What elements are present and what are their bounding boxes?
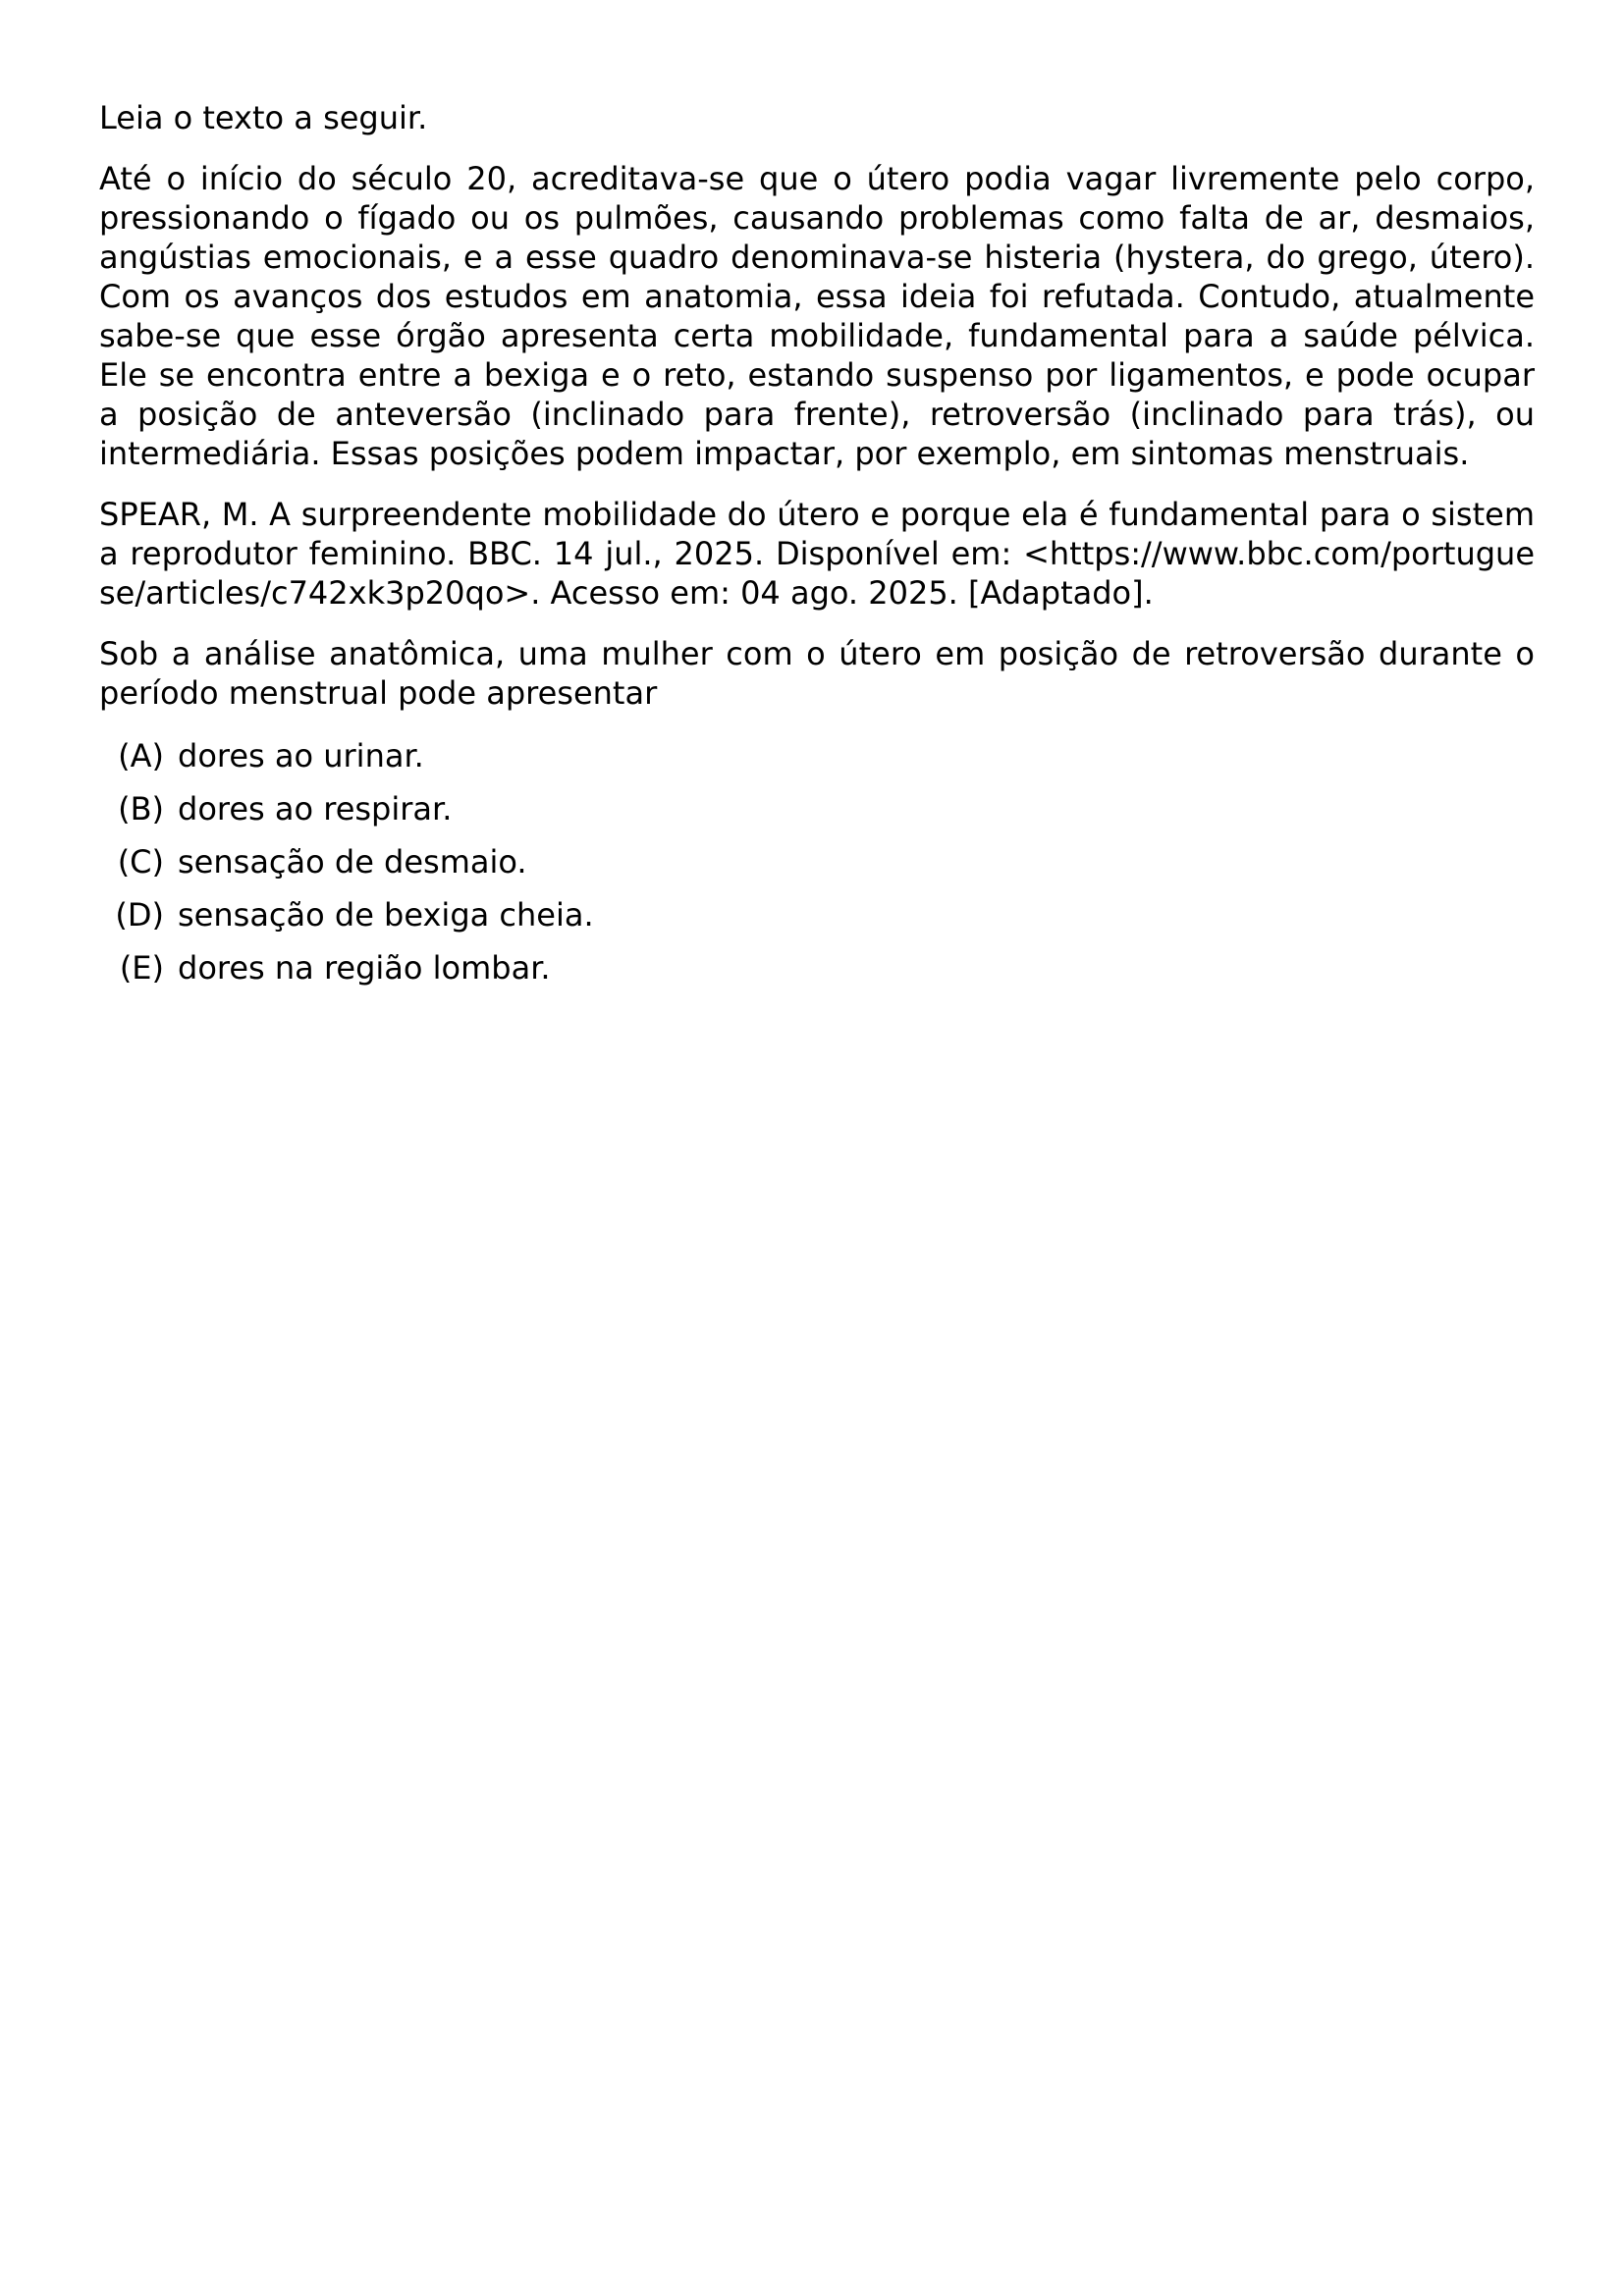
answer-options: [99, 736, 1535, 1001]
option-c[interactable]: [99, 842, 1535, 895]
option-e[interactable]: [99, 948, 1535, 1001]
passage-text: Até o início do século 20, acreditava-se que o útero podia vagar livremente pelo corpo, pressionando o fígado ou os pulmões, causando problemas como falta de ar, desmaios, angústias emocionais, e a esse quadro denominava-se histeria (hystera, do grego, útero). Com os avanços dos estudos em anatomia, essa ideia foi refutada. Contudo, atualmente sabe-se que esse órgão apresenta certa mobilidade, fundamental para a saúde pélvica. Ele se encontra entre a bexiga e o reto, estando suspenso por ligamentos, e pode ocupar a posição de anteversão (inclinado para frente), retroversão (inclinado para trás), ou intermediária. Essas posições podem impactar, por exemplo, em sintomas menstruais.: [99, 160, 1535, 472]
option-text: sensação de bexiga cheia.: [178, 896, 594, 934]
option-b[interactable]: [99, 789, 1535, 842]
option-text: sensação de desmaio.: [178, 843, 527, 881]
citation-text: SPEAR, M. A surpreendente mobilidade do útero e porque ela é fundamental para o sistema reprodutor feminino. BBC. 14 jul., 2025. Disponível em: <https://www.bbc.com/portuguese/articles/c742xk3p20qo>. Acesso em: 04 ago. 2025. [Adaptado].: [99, 496, 1535, 612]
option-letter: (D): [115, 896, 164, 934]
option-letter: (E): [119, 949, 164, 987]
option-letter: (A): [118, 737, 164, 774]
question-stem: Sob a análise anatômica, uma mulher com o útero em posição de retroversão durante o período menstrual pode apresentar: [99, 635, 1535, 712]
option-text: dores ao respirar.: [178, 790, 453, 828]
option-a[interactable]: [99, 736, 1535, 789]
option-text: dores na região lombar.: [178, 949, 551, 987]
option-letter: (C): [117, 843, 164, 881]
option-text: dores ao urinar.: [178, 737, 424, 774]
intro-text: Leia o texto a seguir.: [99, 99, 428, 136]
option-d[interactable]: [99, 895, 1535, 948]
question-page: [99, 98, 1535, 1001]
option-letter: (B): [118, 790, 164, 828]
